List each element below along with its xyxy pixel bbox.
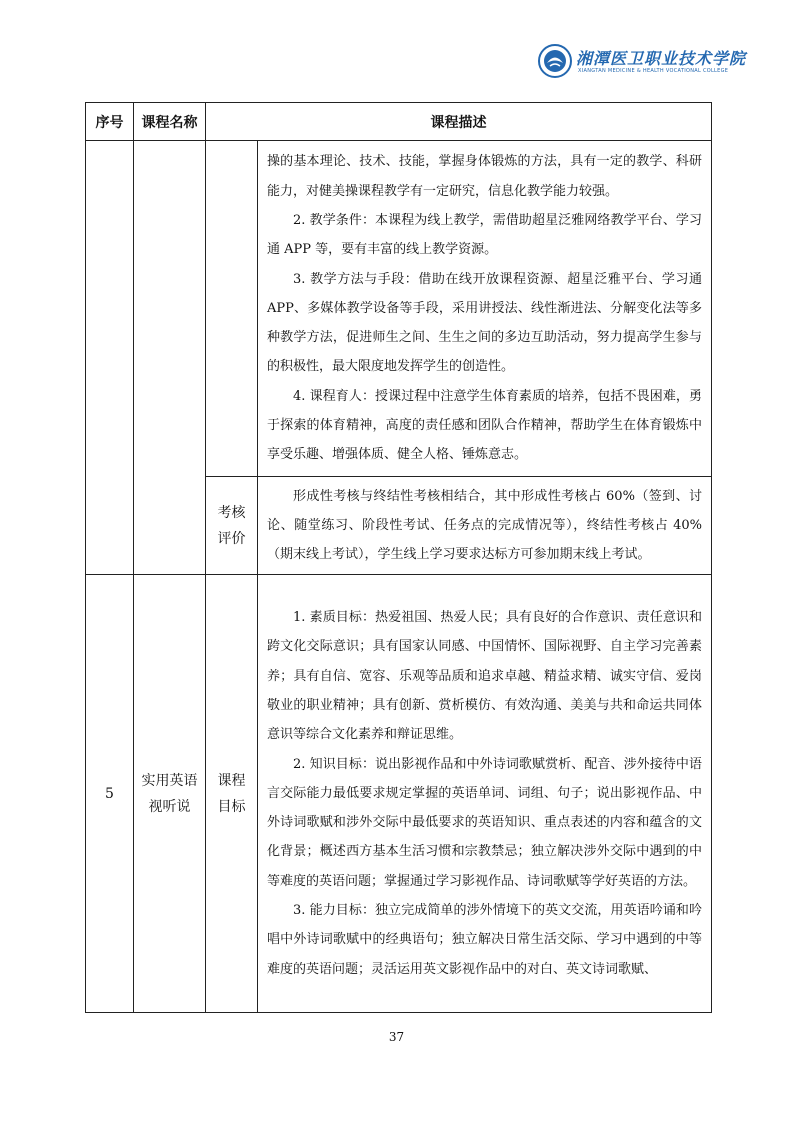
- paragraph: 形成性考核与终结性考核相结合，其中形成性考核占 60%（签到、讨论、随堂练习、阶段性考试、任务点的完成情况等），终结性考核占 40%（期末线上考试），学生线上学习要求达标方可参加期末线上考试。: [267, 488, 702, 563]
- section-content-cell: [258, 575, 712, 1013]
- paragraph: 2. 教学条件：本课程为线上教学，需借助超星泛雅网络教学平台、学习通 APP 等，要有丰富的线上教学资源。: [267, 212, 702, 258]
- page-number: 37: [388, 1030, 405, 1044]
- section-label-cell: [206, 141, 258, 477]
- table-row: [86, 141, 712, 477]
- table-header-row: [86, 103, 712, 141]
- header-number: 序号: [86, 103, 134, 141]
- row-number-cell: 5: [86, 575, 134, 1013]
- paragraph: 2. 知识目标：说出影视作品和中外诗词歌赋赏析、配音、涉外接待中语言交际能力最低要求规定掌握的英语单词、词组、句子；说出影视作品、中外诗词歌赋和涉外交际中最低要求的英语知识、重点表述的内容和蕴含的文化背景；概述西方基本生活习惯和宗教禁忌；独立解决涉外交际中遇到的中等难度的英语问题；掌握通过学习影视作品、诗词歌赋等学好英语的方法。: [267, 756, 702, 889]
- college-logo: [538, 44, 747, 88]
- paragraph: 操的基本理论、技术、技能，掌握身体锻炼的方法，具有一定的教学、科研能力，对健美操课程教学有一定研究，信息化教学能力较强。: [267, 154, 702, 199]
- course-table: [85, 102, 712, 1013]
- section-label-cell: 考核评价: [206, 477, 258, 575]
- logo-english-name: XIANGTAN MEDICINE & HEALTH VOCATIONAL COLLEGE: [578, 68, 729, 74]
- header-course-name: 课程名称: [134, 103, 206, 141]
- section-label-cell: 课程目标: [206, 575, 258, 1013]
- paragraph: 4. 课程育人：授课过程中注意学生体育素质的培养，包括不畏困难，勇于探索的体育精神，高度的责任感和团队合作精神，帮助学生在体育锻炼中享受乐趣、增强体质、健全人格、锤炼意志。: [267, 388, 702, 463]
- row-number-cell: [86, 141, 134, 575]
- section-content-cell: [258, 141, 712, 477]
- paragraph: 1. 素质目标：热爱祖国、热爱人民；具有良好的合作意识、责任意识和跨文化交际意识；具有国家认同感、中国情怀、国际视野、自主学习完善素养；具有自信、宽容、乐观等品质和追求卓越、精益求精、诚实守信、爱岗敬业的职业精神；具有创新、赏析模仿、有效沟通、美美与共和命运共同体意识等综合文化素养和辩证思维。: [267, 610, 702, 743]
- paragraph: 3. 能力目标：独立完成简单的涉外情境下的英文交流，用英语吟诵和吟唱中外诗词歌赋中的经典语句；独立解决日常生活交际、学习中遇到的中等难度的英语问题；灵活运用英文影视作品中的对白、英文诗词歌赋、: [267, 903, 702, 977]
- row-name-cell: [134, 141, 206, 575]
- paragraph: 3. 教学方法与手段：借助在线开放课程资源、超星泛雅平台、学习通 APP、多媒体教学设备等手段，采用讲授法、线性渐进法、分解变化法等多种教学方法，促进师生之间、生生之间的多边互助活动，努力提高学生参与的积极性，最大限度地发挥学生的创造性。: [267, 271, 702, 375]
- section-content-cell: [258, 477, 712, 575]
- logo-chinese-name: 湘潭医卫职业技术学院: [576, 49, 747, 68]
- table-row: [86, 575, 712, 1013]
- header-course-description: 课程描述: [206, 103, 712, 141]
- college-emblem-icon: [538, 44, 572, 78]
- row-name-cell: 实用英语视听说: [134, 575, 206, 1013]
